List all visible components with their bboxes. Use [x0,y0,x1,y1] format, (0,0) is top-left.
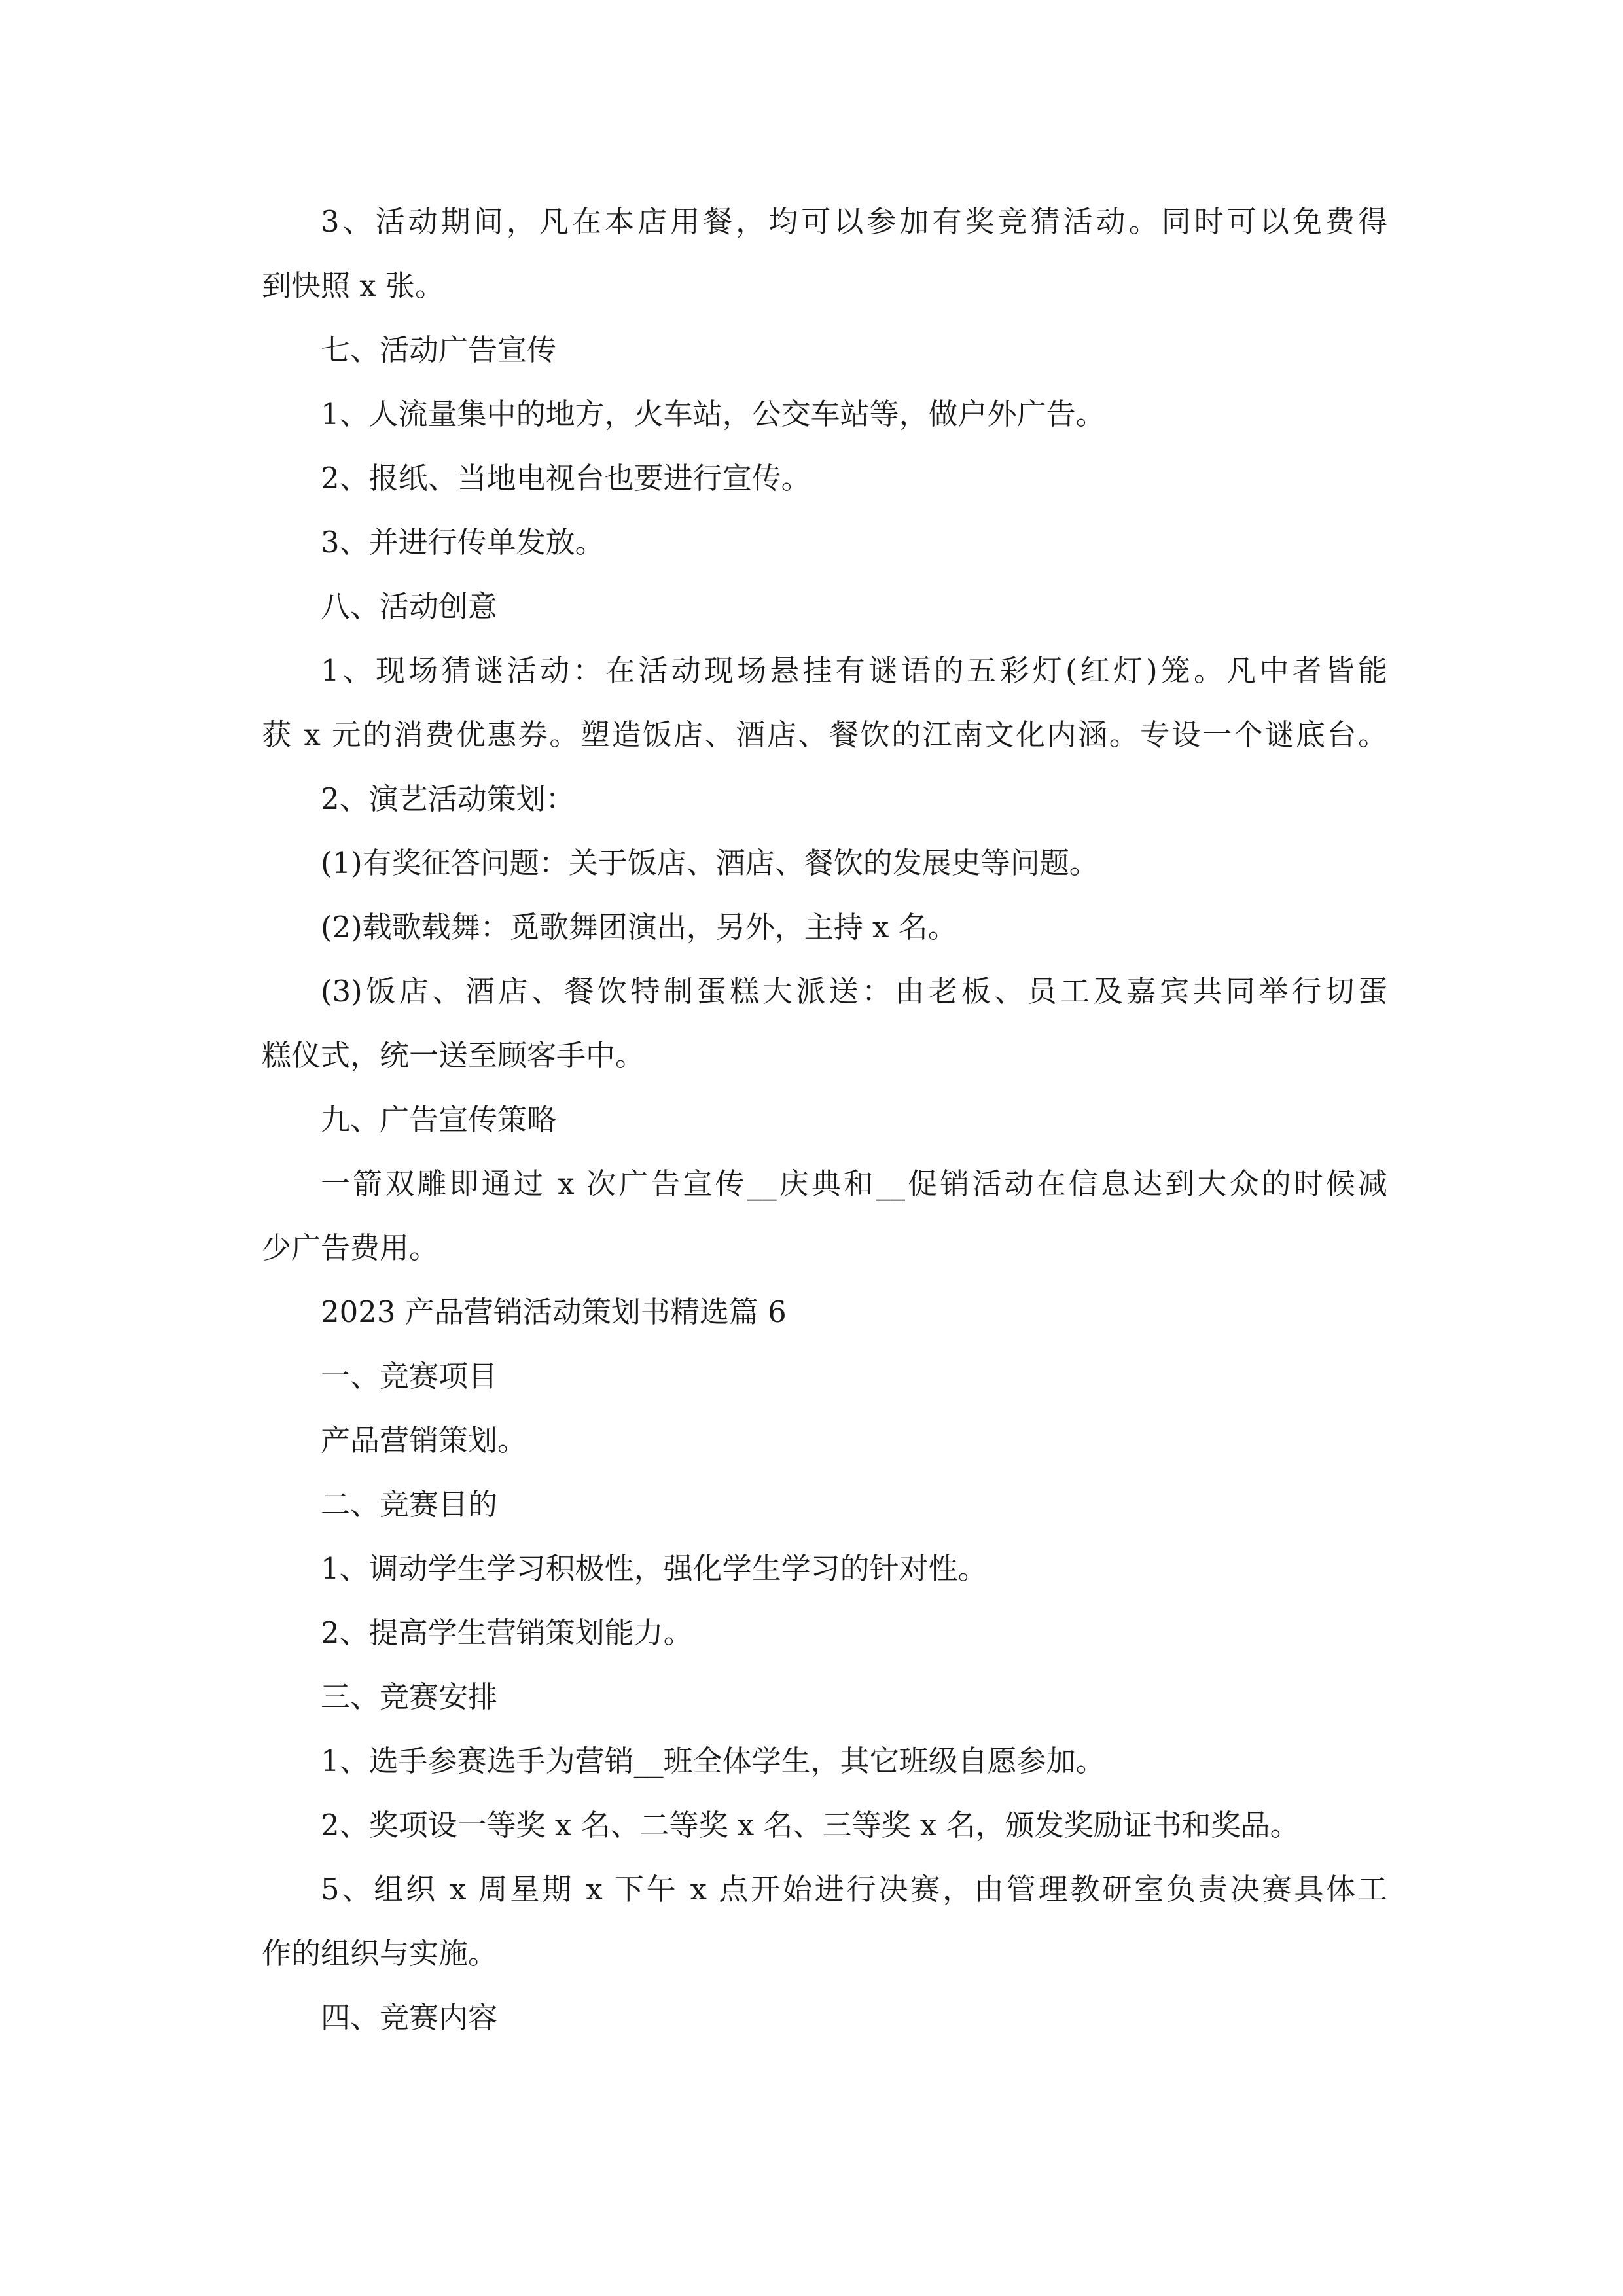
paragraph-line: 2、奖项设一等奖 x 名、二等奖 x 名、三等奖 x 名，颁发奖励证书和奖品。 [321,1808,1300,1842]
section-heading: 四、竞赛内容 [321,2000,498,2035]
paragraph-line: 作的组织与实施。 [262,1936,498,1971]
paragraph-line: (1)有奖征答问题：关于饭店、酒店、餐饮的发展史等问题。 [321,846,1099,880]
section-heading: 一、竞赛项目 [321,1359,498,1393]
paragraph-line: 2、提高学生营销策划能力。 [321,1615,693,1650]
section-heading: 九、广告宣传策略 [321,1102,557,1137]
paragraph-line: 1、选手参赛选手为营销__班全体学生，其它班级自愿参加。 [321,1744,1105,1778]
paragraph-line: 3、并进行传单发放。 [321,525,605,560]
paragraph-line: 产品营销策划。 [321,1423,527,1458]
paragraph-line: 到快照 x 张。 [262,268,444,303]
paragraph-line: 获 x 元的消费优惠券。塑造饭店、酒店、餐饮的江南文化内涵。专设一个谜底台。 [262,717,1387,752]
paragraph-line: 糕仪式，统一送至顾客手中。 [262,1038,645,1073]
paragraph-line: 1、现场猜谜活动：在活动现场悬挂有谜语的五彩灯(红灯)笼。凡中者皆能 [321,653,1387,688]
paragraph-line: 1、调动学生学习积极性，强化学生学习的针对性。 [321,1551,988,1586]
section-heading: 七、活动广告宣传 [321,332,557,367]
section-heading: 三、竞赛安排 [321,1679,498,1714]
section-heading: 八、活动创意 [321,589,498,624]
paragraph-line: 2、演艺活动策划： [321,781,575,816]
paragraph-line: 3、活动期间，凡在本店用餐，均可以参加有奖竞猜活动。同时可以免费得 [321,204,1387,239]
section-heading: 二、竞赛目的 [321,1487,498,1522]
paragraph-line: 1、人流量集中的地方，火车站，公交车站等，做户外广告。 [321,397,1105,431]
paragraph-line: 一箭双雕即通过 x 次广告宣传__庆典和__促销活动在信息达到大众的时候减 [321,1166,1387,1201]
article-title: 2023 产品营销活动策划书精选篇 6 [321,1295,787,1329]
paragraph-line: 2、报纸、当地电视台也要进行宣传。 [321,461,811,495]
paragraph-line: 5、组织 x 周星期 x 下午 x 点开始进行决赛，由管理教研室负责决赛具体工 [321,1872,1387,1907]
paragraph-line: 少广告费用。 [262,1230,439,1265]
paragraph-line: (3)饭店、酒店、餐饮特制蛋糕大派送：由老板、员工及嘉宾共同举行切蛋 [321,974,1387,1009]
document-body [262,190,1387,2050]
paragraph-line: (2)载歌载舞：觅歌舞团演出，另外，主持 x 名。 [321,910,957,944]
